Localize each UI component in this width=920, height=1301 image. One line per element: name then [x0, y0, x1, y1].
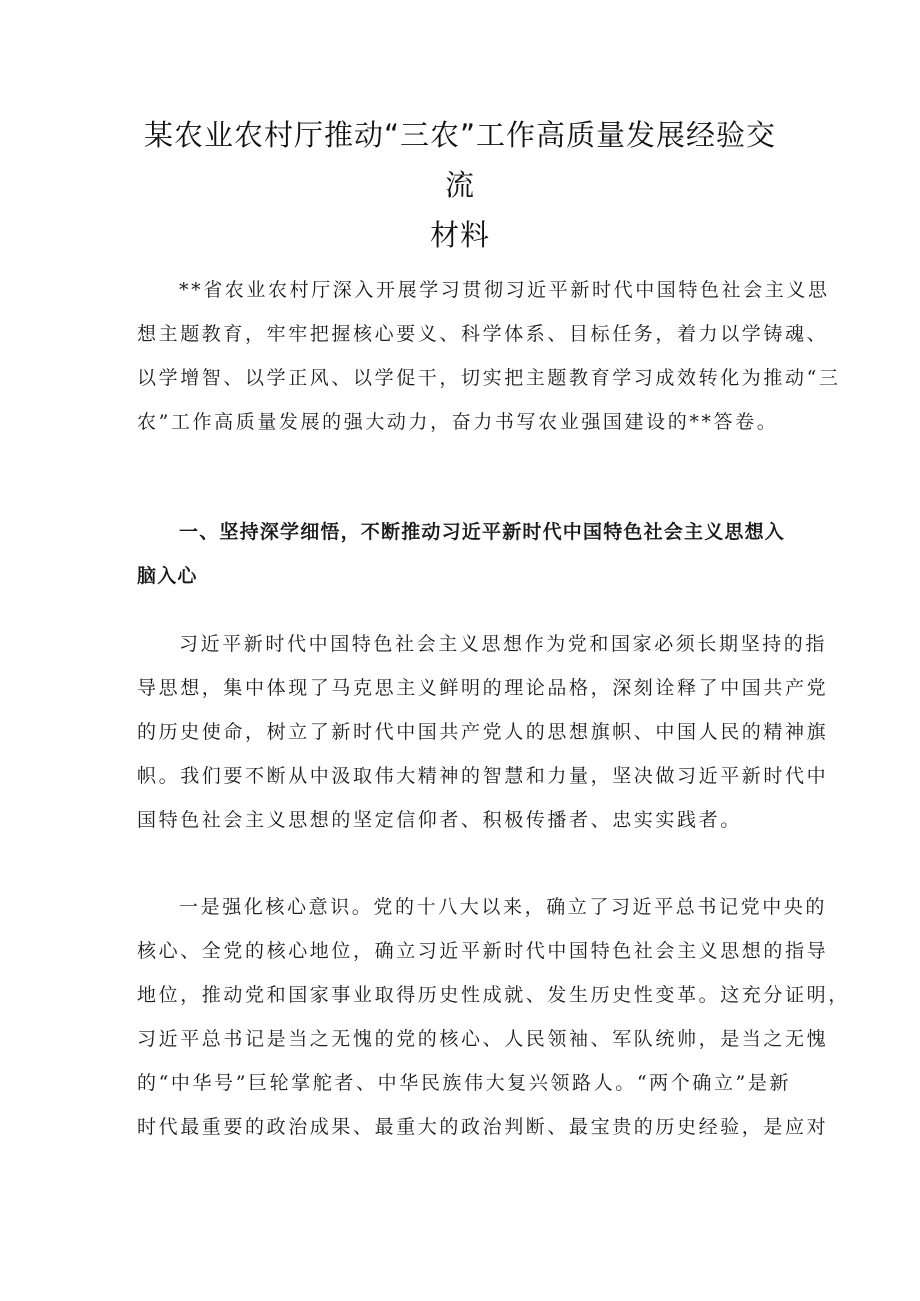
s1p1-line-3: 的历史使命，树立了新时代中国共产党人的思想旗帜、中国人民的精神旗 — [137, 721, 829, 743]
intro-paragraph — [137, 268, 841, 444]
intro-line-1: **省农业农村厅深入开展学习贯彻习近平新时代中国特色社会主义思 — [179, 279, 830, 301]
section-1-paragraph-1 — [137, 622, 829, 842]
document-title — [130, 110, 790, 260]
intro-line-3: 以学增智、以学正风、以学促干，切实把主题教育学习成效转化为推动“三 — [137, 367, 841, 389]
section-1-heading — [137, 510, 797, 598]
s1p1-line-1: 习近平新时代中国特色社会主义思想作为党和国家必须长期坚持的指 — [179, 633, 828, 655]
intro-line-2: 想主题教育，牢牢把握核心要义、科学体系、目标任务，着力以学铸魂、 — [137, 323, 829, 345]
s1p1-line-4: 帜。我们要不断从中汲取伟大精神的智慧和力量，坚决做习近平新时代中 — [137, 765, 829, 787]
s1p2-line-6: 时代最重要的政治成果、最重大的政治判断、最宝贵的历史经验，是应对 — [137, 1116, 829, 1138]
s1p1-line-5: 国特色社会主义思想的坚定信仰者、积极传播者、忠实实践者。 — [137, 809, 742, 831]
s1p2-line-4: 习近平总书记是当之无愧的党的核心、人民领袖、军队统帅，是当之无愧 — [137, 1028, 829, 1050]
intro-line-4: 农”工作高质量发展的强大动力，奋力书写农业强国建设的**答卷。 — [137, 411, 779, 433]
section-1-heading-line-2: 脑入心 — [137, 565, 198, 587]
s1p1-line-2: 导思想，集中体现了马克思主义鲜明的理论品格，深刻诠释了中国共产党 — [137, 677, 829, 699]
s1p2-line-2: 核心、全党的核心地位，确立习近平新时代中国特色社会主义思想的指导 — [137, 940, 829, 962]
title-line-2: 材料 — [429, 218, 490, 252]
title-line-1: 某农业农村厅推动“三农”工作高质量发展经验交流 — [143, 118, 777, 202]
section-1-heading-line-1: 一、坚持深学细悟，不断推动习近平新时代中国特色社会主义思想入 — [179, 521, 786, 543]
s1p2-line-5: 的“中华号”巨轮掌舵者、中华民族伟大复兴领路人。“两个确立”是新 — [137, 1072, 792, 1094]
s1p2-line-3: 地位，推动党和国家事业取得历史性成就、发生历史性变革。这充分证明， — [137, 984, 850, 1006]
section-1-paragraph-2 — [137, 885, 850, 1149]
s1p2-line-1: 一是强化核心意识。党的十八大以来，确立了习近平总书记党中央的 — [179, 896, 828, 918]
